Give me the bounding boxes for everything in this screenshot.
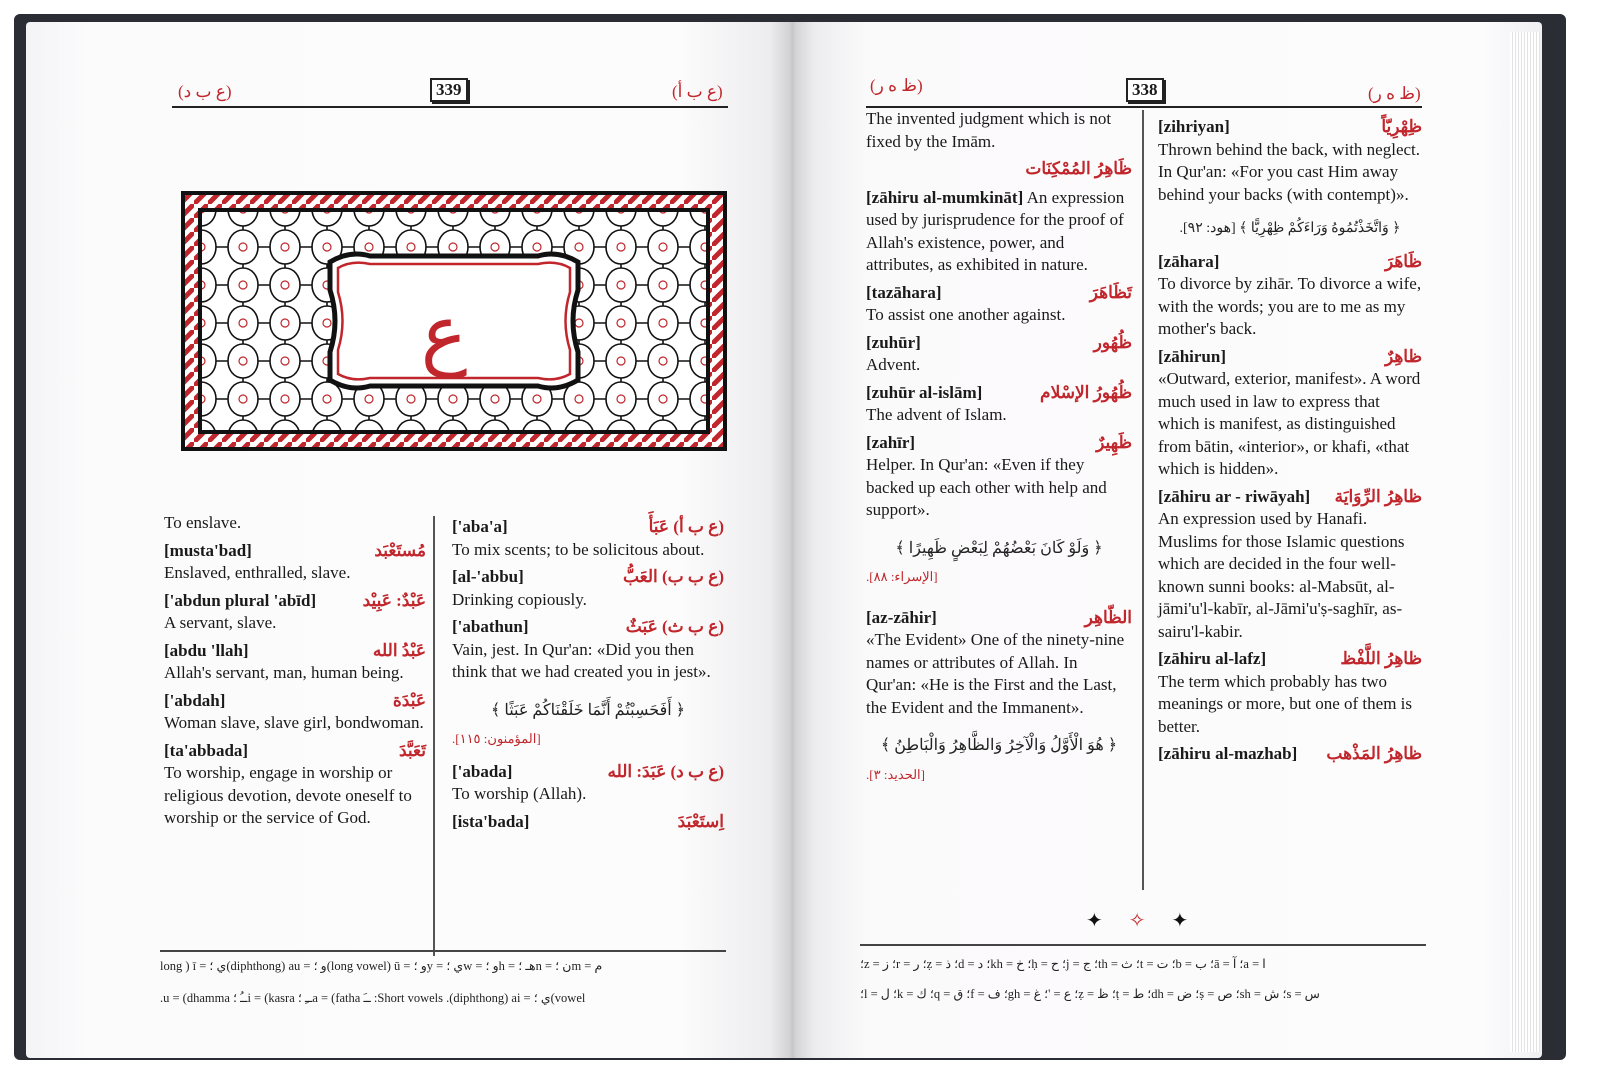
entry-def: An expression used by Hanafi. Muslims for those Islamic questions which are decided in the four well-known sunni books: al-Mabsūt, al-jāmi'u'l-kabīr, al-Jāmi'u'ṣ-saghīr, as-sairu'l-kabir. [1158, 509, 1405, 641]
entry-term: [ta'abbada] [164, 740, 249, 760]
left-page-col-left [164, 512, 426, 830]
entry-def: To assist one another against. [866, 305, 1066, 324]
entry-term: [zahīr] [866, 432, 916, 452]
right-page-header-left: (ظ ه ر) [870, 76, 923, 95]
entry-arabic: ظَهِيرٌ [1096, 432, 1132, 452]
entry-def: To worship (Allah). [452, 784, 587, 803]
left-page-col-right [452, 516, 724, 833]
entry-def: Advent. [866, 355, 921, 374]
entry-def: Drinking copiously. [452, 589, 587, 609]
entry-term: [tazāhara] [866, 282, 942, 302]
left-page-header-left: (ع ب د) [178, 82, 232, 101]
entry-term: ['aba'a] [452, 517, 508, 536]
entry-arabic: ظَاهَرَ [1384, 251, 1422, 271]
entry-term: [zihriyan] [1158, 117, 1230, 136]
chapter-ornament [180, 190, 728, 457]
star-icon: ✦ [1086, 910, 1129, 932]
right-page-header-right: (ظ ه ر) [1368, 84, 1421, 103]
entry-arabic: ظُهُورُ الإسْلام [1040, 382, 1132, 402]
book-gutter [770, 22, 814, 1058]
entry-def: An expression used by jurisprudence for the proof of Allah's existence, power, and attributes, as exhibited in nature. [866, 187, 1125, 274]
entry-def: The invented judgment which is not fixed by the Imām. [866, 109, 1112, 151]
entry-arabic: ظاهِرُ المَذْهب [1326, 744, 1422, 763]
entry-term: [al-'abbu] [452, 567, 524, 586]
entry-arabic: ظِهْرِيّاً [1381, 117, 1422, 136]
entry-term: [zāhiru al-mumkināt] [866, 187, 1024, 207]
entry-arabic: اِستَعْبَدَ [677, 811, 724, 831]
entry-def: Helper. In Qur'an: «Even if they backed up each other with help and support». [866, 455, 1107, 519]
verse-reference: [الحديد: ٣]. [866, 766, 925, 782]
entry-def: Woman slave, slave girl, bondwoman. [164, 713, 424, 732]
right-footer-rule [860, 944, 1426, 946]
entry-def: To worship, engage in worship or religious devotion, devote oneself to worship or the service of God. [164, 763, 412, 827]
entry-arabic: عَبْدُ الله [372, 640, 426, 660]
verse-reference: [المؤمنون: ١١٥]. [452, 731, 541, 746]
entry-def: Thrown behind the back, with neglect. In Qur'an: «For you cast Him away behind your backs (with contempt)». [1158, 139, 1421, 204]
entry-term: [zāhiru al-mazhab] [1158, 744, 1298, 763]
entry-term: [zuhūr] [866, 332, 921, 352]
entry-def: «Outward, exterior, manifest». A word much used in law to express that which is manifest, as distinguished from bātin, «interior», or khafi, «that which is hidden». [1158, 369, 1421, 478]
entry-term: [ista'bada] [452, 811, 530, 831]
entry-def: The term which probably has two meanings or more, but one of them is better. [1158, 671, 1413, 736]
entry-arabic: ظاهِرٌ [1384, 346, 1422, 366]
entry-term: [musta'bad] [164, 540, 252, 560]
entry-term: [abdu 'llah] [164, 640, 249, 660]
star-outline-icon: ✧ [1128, 910, 1172, 932]
entry-arabic: تَظَاهَرَ [1089, 282, 1132, 302]
entry-arabic: (ع ب ث) عَبَثٌ [625, 617, 724, 636]
entry-def: Vain, jest. In Qur'an: «Did you then think that we had created you in jest». [452, 639, 711, 681]
entry-term: [zāhara] [1158, 251, 1220, 271]
entry-term: [zāhiru al-lafz] [1158, 649, 1267, 668]
entry-arabic: (ع ب أ) عَبَأَ [648, 517, 724, 536]
entry-arabic: عَبْدَة [392, 690, 426, 710]
star-icon: ✦ [1171, 910, 1215, 932]
right-page-col-right [1158, 116, 1422, 766]
entry-def: Allah's servant, man, human being. [164, 663, 404, 682]
entry-term: [zāhirun] [1158, 346, 1226, 366]
entry-arabic: ظاهِرُ الرِّوَايَة [1334, 486, 1422, 506]
right-column-divider [1142, 110, 1144, 890]
left-page-number: 339 [430, 78, 468, 102]
entry-def: The advent of Islam. [866, 405, 1007, 424]
entry-def: To enslave. [164, 513, 242, 532]
entry-term: ['abathun] [452, 617, 529, 636]
quran-verse: ﴿ وَاتَّخَذْتُمُوهُ وَرَاءَكُمْ ظِهْرِيًّا ﴾ [هود: ٩٢]. [1179, 221, 1401, 236]
entry-arabic: مُستَعْبَد [374, 540, 426, 560]
left-page-header-right: (ع ب أ) [672, 82, 723, 101]
right-footer-line-2: س = s؛ ش = sh؛ ص = ṣ؛ ض = dh؛ ط = ṭ؛ ظ = ẓ؛ ع = '؛ غ = gh؛ ف = f؛ ق = q؛ ك = k؛ ل = l؛ [860, 987, 1320, 1001]
entry-term: ['abdah] [164, 690, 226, 710]
entry-term: ['abada] [452, 761, 513, 781]
right-page-col-left [866, 108, 1132, 796]
section-stars [1086, 908, 1214, 933]
left-footer-line-1: long ) ī = ي ؛(diphthong) au = و ؛(long vowel) ū = و ؛y = ي ؛w = و ؛h = هـ ؛n = ن ؛m = م [160, 959, 603, 973]
quran-verse: ﴿ هُوَ الْأَوَّلُ وَالْآخِرُ وَالظَّاهِرُ وَالْبَاطِنُ ﴾ [880, 737, 1118, 754]
entry-def: Enslaved, enthralled, slave. [164, 563, 351, 582]
left-footer-rule [160, 950, 726, 952]
right-page-number: 338 [1126, 78, 1164, 102]
entry-arabic: الظّاهِر [1084, 607, 1132, 627]
left-header-rule [172, 106, 728, 108]
entry-def: To divorce by zihār. To divorce a wife, with the words; you are to me as my mother's back. [1158, 274, 1422, 338]
entry-term: [az-zāhir] [866, 607, 937, 627]
page-edges [1510, 32, 1540, 1052]
entry-term: [zāhiru ar - riwāyah] [1158, 486, 1311, 506]
entry-arabic: ظاهِرُ اللَّفْظ [1340, 649, 1422, 668]
entry-arabic: عَبْدٌ: عَبِيْد [362, 590, 426, 610]
left-footer-line-2: .u = (dhamma ــُ ؛i = (kasra ــِ ؛a = (fatha ــَ :Short vowels .(diphthong) ai = ي ؛(vowel [160, 991, 586, 1005]
left-column-divider [433, 516, 435, 956]
entry-arabic: (ع ب د) عَبَدَ: الله [607, 761, 724, 781]
entry-def: A servant, slave. [164, 613, 277, 632]
ornament-letter: ع [420, 289, 468, 379]
quran-verse: ﴿ أَفَحَسِبْتُمْ أَنَّمَا خَلَقْنَاكُمْ عَبَثًا ﴾ [490, 701, 686, 719]
right-footer-line-1: ا = a؛ آ = ā؛ ب = b؛ ت = t؛ ث = th؛ ج = j؛ ح = ḥ؛ خ = kh؛ د = d؛ ذ = ẓ؛ ر = r؛ ز = z؛ [860, 957, 1266, 971]
entry-arabic: ظُهُور [1093, 332, 1132, 352]
entry-term: [zuhūr al-islām] [866, 382, 983, 402]
entry-arabic: (ع ب ب) العَبُّ [622, 567, 724, 586]
entry-term: ['abdun plural 'abīd] [164, 590, 317, 610]
entry-def: To mix scents; to be solicitous about. [452, 539, 705, 559]
quran-verse: ﴿ وَلَوْ كَانَ بَعْضُهُمْ لِبَعْضٍ ظَهِيرًا ﴾ [895, 539, 1103, 557]
entry-arabic: ظَاهِرُ المُمْكِنَات [1025, 159, 1132, 178]
verse-reference: [الإسراء: ٨٨]. [866, 569, 938, 584]
entry-def: «The Evident» One of the ninety-nine names or attributes of Allah. In Qur'an: «He is the First and the Last, the Evident and the Immanent». [866, 630, 1125, 717]
entry-arabic: تَعَبَّدَ [399, 740, 426, 760]
